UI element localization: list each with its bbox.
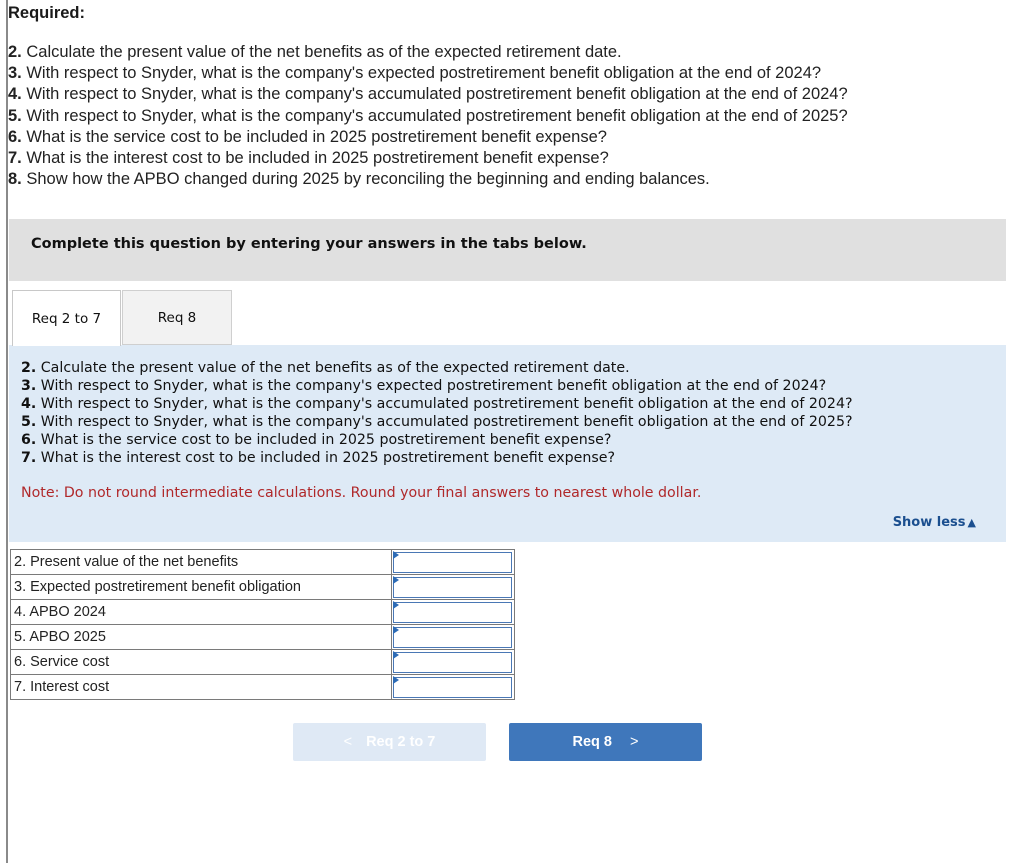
- answer-cell: [392, 550, 515, 575]
- epbo-input[interactable]: [393, 577, 512, 598]
- requirement-item: 6. What is the service cost to be included in 2025 postretirement benefit expense?: [8, 127, 607, 146]
- table-row: [11, 625, 515, 650]
- panel-question-list: [21, 359, 853, 467]
- question-panel: [9, 345, 1006, 542]
- tab-req-8[interactable]: Req 8: [122, 290, 232, 345]
- next-tab-button[interactable]: [509, 723, 702, 761]
- rounding-note: Note: Do not round intermediate calculations. Round your final answers to nearest whole dollar.: [21, 485, 702, 501]
- requirement-item: 3. With respect to Snyder, what is the company's expected postretirement benefit obligation at the end of 2024?: [8, 64, 822, 83]
- requirement-item: 7. What is the interest cost to be included in 2025 postretirement benefit expense?: [8, 148, 609, 167]
- instruction-bar: [9, 219, 1006, 281]
- interest-cost-input[interactable]: [393, 677, 512, 698]
- apbo-2024-input[interactable]: [393, 602, 512, 623]
- chevron-left-icon: <: [343, 734, 353, 750]
- cell-flag-icon: [393, 676, 399, 684]
- cell-flag-icon: [393, 551, 399, 559]
- show-less-link[interactable]: Show less ▲: [892, 515, 976, 530]
- table-row: [11, 600, 515, 625]
- chevron-right-icon: >: [630, 734, 639, 750]
- panel-question-item: 5. With respect to Snyder, what is the company's accumulated postretirement benefit obligation at the end of 2025?: [21, 414, 853, 430]
- triangle-up-icon: ▲: [967, 516, 976, 529]
- panel-question-item: 4. With respect to Snyder, what is the company's accumulated postretirement benefit obligation at the end of 2024?: [21, 396, 853, 412]
- answer-table: [10, 549, 515, 700]
- panel-question-item: 2. Calculate the present value of the net benefits as of the expected retirement date.: [21, 360, 630, 376]
- row-label: 5. APBO 2025: [11, 625, 392, 650]
- cell-flag-icon: [393, 576, 399, 584]
- cell-flag-icon: [393, 626, 399, 634]
- answer-cell: [392, 575, 515, 600]
- service-cost-input[interactable]: [393, 652, 512, 673]
- table-row: [11, 550, 515, 575]
- requirements-list: [8, 42, 848, 190]
- prev-tab-label: Req 2 to 7: [366, 734, 436, 750]
- apbo-2025-input[interactable]: [393, 627, 512, 648]
- requirement-item: 4. With respect to Snyder, what is the company's accumulated postretirement benefit obligation at the end of 2024?: [8, 85, 848, 104]
- row-label: 3. Expected postretirement benefit obligation: [11, 575, 392, 600]
- panel-question-item: 7. What is the interest cost to be included in 2025 postretirement benefit expense?: [21, 450, 616, 466]
- requirement-item: 8. Show how the APBO changed during 2025 by reconciling the beginning and ending balances.: [8, 170, 710, 189]
- cell-flag-icon: [393, 651, 399, 659]
- panel-question-item: 3. With respect to Snyder, what is the company's expected postretirement benefit obligation at the end of 2024?: [21, 378, 827, 394]
- present-value-input[interactable]: [393, 552, 512, 573]
- instruction-text: Complete this question by entering your answers in the tabs below.: [31, 236, 587, 252]
- requirement-item: 2. Calculate the present value of the net benefits as of the expected retirement date.: [8, 43, 622, 61]
- tab-req-2-to-7[interactable]: Req 2 to 7: [12, 290, 121, 346]
- cell-flag-icon: [393, 601, 399, 609]
- next-tab-label: Req 8: [572, 734, 613, 750]
- answer-cell: [392, 650, 515, 675]
- row-label: 2. Present value of the net benefits: [11, 550, 392, 575]
- row-label: 4. APBO 2024: [11, 600, 392, 625]
- prev-tab-button[interactable]: [293, 723, 486, 761]
- required-heading: Required:: [8, 4, 86, 22]
- answer-cell: [392, 625, 515, 650]
- answer-cell: [392, 600, 515, 625]
- table-row: [11, 650, 515, 675]
- panel-question-item: 6. What is the service cost to be included in 2025 postretirement benefit expense?: [21, 432, 612, 448]
- answer-cell: [392, 675, 515, 700]
- row-label: 7. Interest cost: [11, 675, 392, 700]
- requirement-item: 5. With respect to Snyder, what is the company's accumulated postretirement benefit obligation at the end of 2025?: [8, 106, 848, 125]
- table-row: [11, 575, 515, 600]
- row-label: 6. Service cost: [11, 650, 392, 675]
- table-row: [11, 675, 515, 700]
